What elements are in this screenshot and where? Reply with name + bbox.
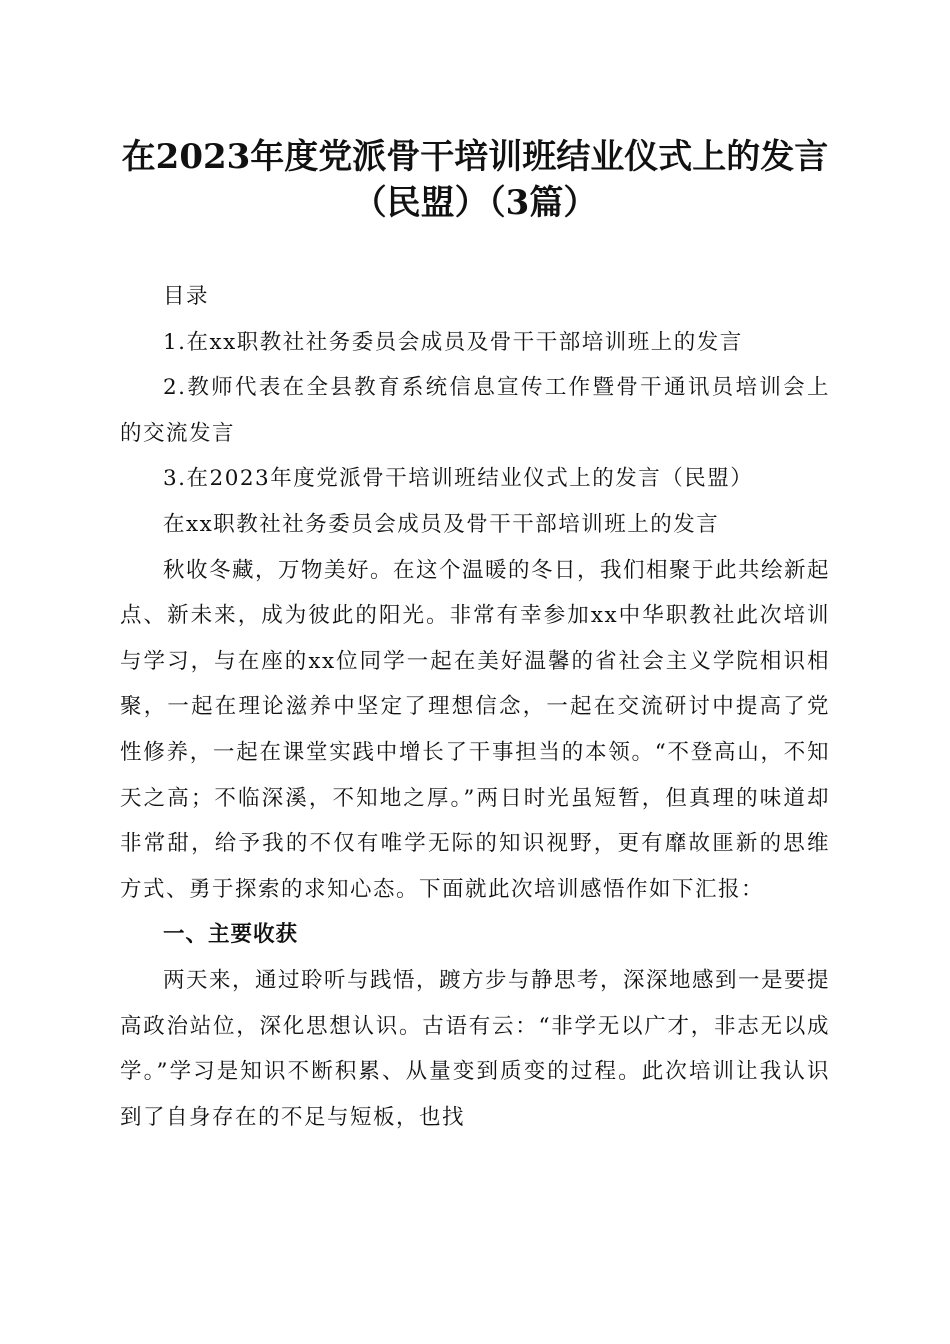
toc-item-3: 3.在2023年度党派骨干培训班结业仪式上的发言（民盟） [163,466,754,492]
toc-item-2: 2.教师代表在全县教育系统信息宣传工作暨骨干通讯员培训会上的交流发言 [120,375,830,446]
paragraph-intro: 秋收冬藏，万物美好。在这个温暖的冬日，我们相聚于此共绘新起点、新未来，成为彼此的阳光。非常有幸参加xx中华职教社此次培训与学习，与在座的xx位同学一起在美好温馨的省社会主义学院相识相聚，一起在理论滋养中坚定了理想信念，一起在交流研讨中提高了党性修养，一起在课堂实践中增长了干事担当的本领。“不登高山，不知天之高；不临深溪，不知地之厚。”两日时光虽短暂，但真理的味道却非常甜，给予我的不仅有唯学无际的知识视野，更有靡故匪新的思维方式、勇于探索的求知心态。下面就此次培训感悟作如下汇报： [120,557,831,902]
toc-label: 目录 [163,284,210,309]
document-title: 在2023年度党派骨干培训班结业仪式上的发言（民盟）（3篇） [121,137,829,223]
paragraph-gains: 两天来，通过聆听与践悟，踱方步与静思考，深深地感到一是要提高政治站位，深化思想认识。古语有云：“非学无以广才，非志无以成学。”学习是知识不断积累、从量变到质变的过程。此次培训让我认识到了自身存在的不足与短板，也找 [120,967,831,1130]
section-title: 在xx职教社社务委员会成员及骨干干部培训班上的发言 [163,511,720,537]
heading-main-gains: 一、主要收获 [163,922,299,948]
document-body [120,274,830,1140]
toc-item-1: 1.在xx职教社社务委员会成员及骨干干部培训班上的发言 [163,329,743,355]
